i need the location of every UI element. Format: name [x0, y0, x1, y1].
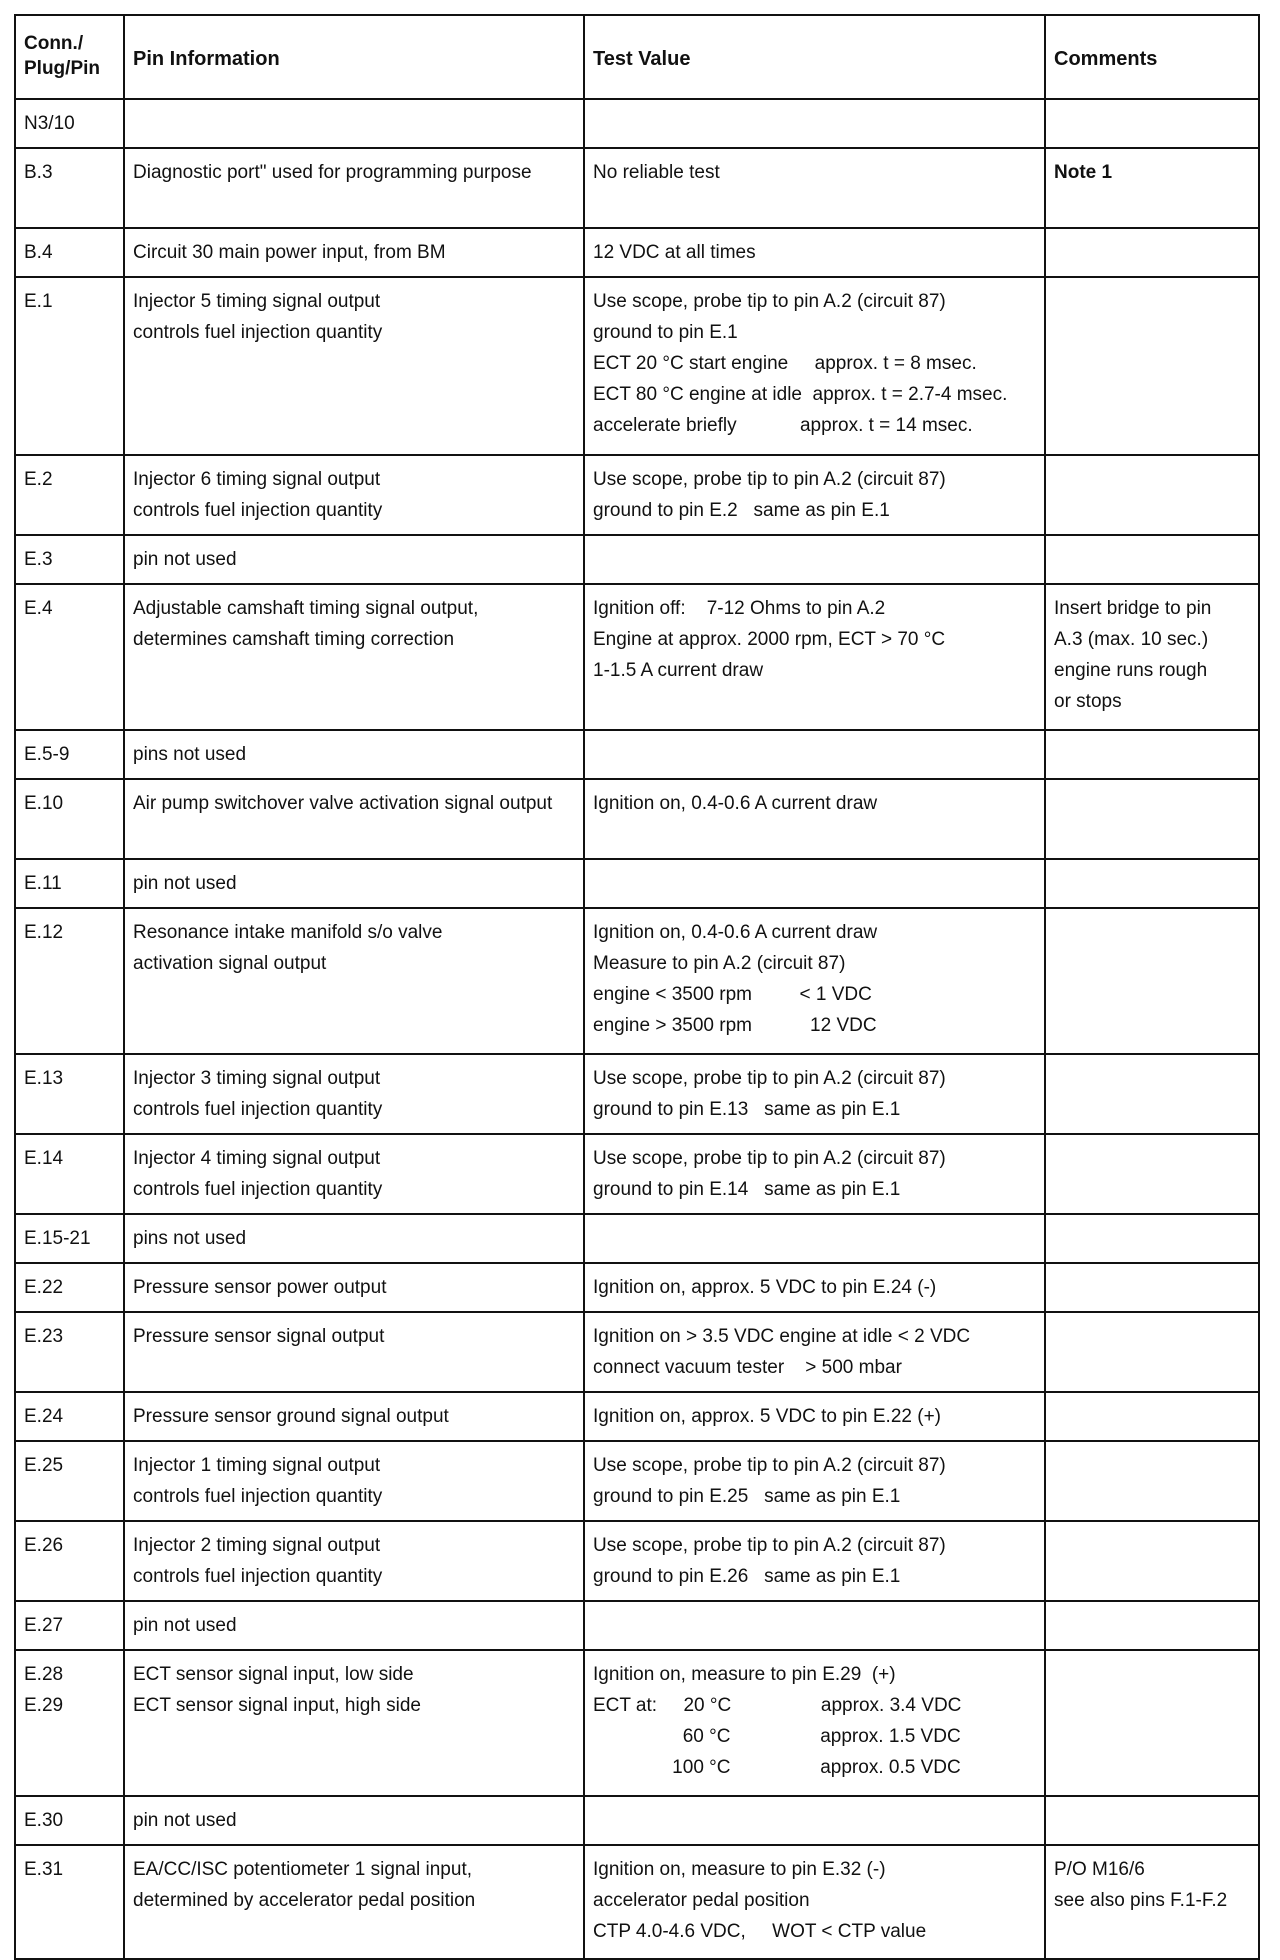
pin-information-cell	[124, 148, 584, 228]
test-value-line: ground to pin E.2 same as pin E.1	[593, 500, 890, 521]
test-value-cell	[584, 535, 1045, 584]
pin-information-line: Injector 5 timing signal output	[133, 291, 381, 312]
test-value-cell	[584, 1441, 1045, 1521]
table-row	[15, 228, 1259, 277]
header-test-value: Test Value	[584, 15, 1045, 99]
pin-line: B.3	[24, 162, 53, 183]
pin-information-line: determined by accelerator pedal position	[133, 1890, 476, 1911]
pin-cell	[15, 228, 124, 277]
pin-information-line: Diagnostic port" used for programming purpose	[133, 162, 532, 183]
test-value-line: Use scope, probe tip to pin A.2 (circuit 87)	[593, 1148, 946, 1169]
pin-cell	[15, 1263, 124, 1312]
pin-information-line: Injector 1 timing signal output	[133, 1455, 381, 1476]
comments-cell	[1045, 455, 1259, 535]
pin-cell	[15, 1796, 124, 1845]
comments-cell	[1045, 228, 1259, 277]
test-value-cell	[584, 1650, 1045, 1796]
pin-test-table	[14, 14, 1260, 1960]
pin-information-line: Injector 4 timing signal output	[133, 1148, 381, 1169]
pin-cell	[15, 99, 124, 148]
pin-line: E.26	[24, 1535, 64, 1556]
table-row	[15, 1054, 1259, 1134]
test-value-line: Engine at approx. 2000 rpm, ECT > 70 °C	[593, 629, 946, 650]
pin-information-line: controls fuel injection quantity	[133, 500, 383, 521]
pin-line: E.30	[24, 1810, 64, 1831]
table-row	[15, 859, 1259, 908]
pin-information-line: EA/CC/ISC potentiometer 1 signal input,	[133, 1859, 473, 1880]
pin-information-line: controls fuel injection quantity	[133, 1179, 383, 1200]
test-value-line: Use scope, probe tip to pin A.2 (circuit 87)	[593, 469, 946, 490]
comments-cell	[1045, 1845, 1259, 1959]
test-value-line: engine > 3500 rpm 12 VDC	[593, 1015, 877, 1036]
test-value-cell	[584, 1601, 1045, 1650]
test-value-line: Ignition off: 7-12 Ohms to pin A.2	[593, 598, 886, 619]
pin-information-cell	[124, 1845, 584, 1959]
table-row	[15, 1521, 1259, 1601]
pin-information-line: Injector 2 timing signal output	[133, 1535, 381, 1556]
pin-test-table-page	[14, 14, 1258, 1960]
pin-information-line: pin not used	[133, 1615, 237, 1636]
pin-information-cell	[124, 1650, 584, 1796]
pin-information-line: pin not used	[133, 1810, 237, 1831]
comments-cell	[1045, 1796, 1259, 1845]
test-value-line: Use scope, probe tip to pin A.2 (circuit 87)	[593, 291, 946, 312]
pin-cell	[15, 1392, 124, 1441]
test-value-line: ground to pin E.25 same as pin E.1	[593, 1486, 901, 1507]
pin-information-cell	[124, 584, 584, 730]
pin-line: E.4	[24, 598, 53, 619]
header-row	[15, 15, 1259, 99]
comments-cell	[1045, 779, 1259, 859]
test-value-line: 60 °C approx. 1.5 VDC	[593, 1726, 961, 1747]
pin-information-cell	[124, 455, 584, 535]
pin-information-line: ECT sensor signal input, high side	[133, 1695, 421, 1716]
comments-cell	[1045, 908, 1259, 1054]
comments-cell	[1045, 584, 1259, 730]
header-pin-information: Pin Information	[124, 15, 584, 99]
test-value-cell	[584, 1312, 1045, 1392]
pin-line: E.2	[24, 469, 53, 490]
test-value-cell	[584, 455, 1045, 535]
pin-cell	[15, 1845, 124, 1959]
table-row	[15, 148, 1259, 228]
pin-information-line: Adjustable camshaft timing signal output,	[133, 598, 479, 619]
pin-information-cell	[124, 779, 584, 859]
comments-cell	[1045, 1134, 1259, 1214]
pin-line: E.1	[24, 291, 53, 312]
pin-line: B.4	[24, 242, 53, 263]
comments-cell	[1045, 535, 1259, 584]
test-value-cell	[584, 148, 1045, 228]
pin-cell	[15, 148, 124, 228]
pin-line: E.12	[24, 922, 64, 943]
test-value-line: ground to pin E.14 same as pin E.1	[593, 1179, 901, 1200]
pin-cell	[15, 1441, 124, 1521]
table-row	[15, 1601, 1259, 1650]
pin-cell	[15, 1521, 124, 1601]
test-value-cell	[584, 779, 1045, 859]
table-row	[15, 1650, 1259, 1796]
pin-information-line: Injector 6 timing signal output	[133, 469, 381, 490]
pin-cell	[15, 779, 124, 859]
pin-information-cell	[124, 1054, 584, 1134]
pin-information-line: Circuit 30 main power input, from BM	[133, 242, 446, 263]
comments-cell	[1045, 730, 1259, 779]
pin-line: E.5-9	[24, 744, 70, 765]
pin-information-line: Resonance intake manifold s/o valve	[133, 922, 443, 943]
test-value-line: Use scope, probe tip to pin A.2 (circuit 87)	[593, 1455, 946, 1476]
comments-line: see also pins F.1-F.2	[1054, 1890, 1228, 1911]
test-value-cell	[584, 730, 1045, 779]
pin-information-line: controls fuel injection quantity	[133, 1566, 383, 1587]
test-value-line: 12 VDC at all times	[593, 242, 756, 263]
test-value-line: Ignition on, measure to pin E.32 (-)	[593, 1859, 886, 1880]
pin-line: E.22	[24, 1277, 64, 1298]
pin-line: E.28	[24, 1664, 64, 1685]
table-row	[15, 1845, 1259, 1959]
pin-information-line: Air pump switchover valve activation signal output	[133, 793, 553, 814]
pin-information-line: ECT sensor signal input, low side	[133, 1664, 414, 1685]
test-value-cell	[584, 1263, 1045, 1312]
pin-information-line: Pressure sensor power output	[133, 1277, 387, 1298]
pin-line: E.10	[24, 793, 64, 814]
pin-information-line: Injector 3 timing signal output	[133, 1068, 381, 1089]
test-value-cell	[584, 584, 1045, 730]
test-value-line: ground to pin E.1	[593, 322, 738, 343]
pin-information-cell	[124, 1214, 584, 1263]
pin-information-line: controls fuel injection quantity	[133, 1486, 383, 1507]
pin-cell	[15, 1601, 124, 1650]
pin-cell	[15, 455, 124, 535]
comments-cell	[1045, 1601, 1259, 1650]
test-value-line: 1-1.5 A current draw	[593, 660, 764, 681]
pin-cell	[15, 1312, 124, 1392]
test-value-line: ground to pin E.13 same as pin E.1	[593, 1099, 901, 1120]
pin-line: E.24	[24, 1406, 64, 1427]
test-value-line: Use scope, probe tip to pin A.2 (circuit 87)	[593, 1535, 946, 1556]
pin-information-cell	[124, 1441, 584, 1521]
test-value-line: ground to pin E.26 same as pin E.1	[593, 1566, 901, 1587]
pin-information-cell	[124, 1134, 584, 1214]
test-value-line: 100 °C approx. 0.5 VDC	[593, 1757, 961, 1778]
comments-cell	[1045, 277, 1259, 455]
test-value-cell	[584, 859, 1045, 908]
pin-information-line: pins not used	[133, 1228, 247, 1249]
table-row	[15, 1312, 1259, 1392]
table-row	[15, 779, 1259, 859]
pin-line: E.3	[24, 549, 53, 570]
test-value-line: Ignition on, approx. 5 VDC to pin E.24 (-)	[593, 1277, 937, 1298]
table-row	[15, 99, 1259, 148]
pin-information-cell	[124, 859, 584, 908]
test-value-line: engine < 3500 rpm < 1 VDC	[593, 984, 872, 1005]
pin-information-cell	[124, 908, 584, 1054]
pin-line: N3/10	[24, 113, 75, 134]
pin-information-line: controls fuel injection quantity	[133, 322, 383, 343]
comments-cell	[1045, 1650, 1259, 1796]
comments-cell	[1045, 148, 1259, 228]
comments-cell	[1045, 1263, 1259, 1312]
table-row	[15, 908, 1259, 1054]
test-value-cell	[584, 1796, 1045, 1845]
pin-information-cell	[124, 99, 584, 148]
table-row	[15, 1263, 1259, 1312]
test-value-line: accelerate briefly approx. t = 14 msec.	[593, 415, 973, 436]
pin-line: E.27	[24, 1615, 64, 1636]
comments-line: engine runs rough	[1054, 660, 1208, 681]
test-value-line: CTP 4.0-4.6 VDC, WOT < CTP value	[593, 1921, 927, 1942]
test-value-line: Ignition on, measure to pin E.29 (+)	[593, 1664, 896, 1685]
pin-line: E.11	[24, 873, 62, 894]
test-value-line: accelerator pedal position	[593, 1890, 810, 1911]
comments-line: Note 1	[1054, 162, 1113, 183]
test-value-line: Ignition on, 0.4-0.6 A current draw	[593, 922, 878, 943]
table-row	[15, 1796, 1259, 1845]
test-value-cell	[584, 1521, 1045, 1601]
pin-cell	[15, 1054, 124, 1134]
pin-line: E.31	[24, 1859, 64, 1880]
pin-cell	[15, 584, 124, 730]
test-value-line: Ignition on, approx. 5 VDC to pin E.22 (+)	[593, 1406, 942, 1427]
test-value-cell	[584, 228, 1045, 277]
pin-information-cell	[124, 730, 584, 779]
test-value-line: ECT at: 20 °C approx. 3.4 VDC	[593, 1695, 962, 1716]
pin-information-cell	[124, 1263, 584, 1312]
pin-information-cell	[124, 1392, 584, 1441]
pin-information-line: Pressure sensor ground signal output	[133, 1406, 449, 1427]
pin-line: E.25	[24, 1455, 64, 1476]
comments-cell	[1045, 1392, 1259, 1441]
comments-line: P/O M16/6	[1054, 1859, 1145, 1880]
test-value-cell	[584, 277, 1045, 455]
table-row	[15, 535, 1259, 584]
pin-cell	[15, 730, 124, 779]
test-value-line: ECT 20 °C start engine approx. t = 8 msec.	[593, 353, 977, 374]
pin-line: E.29	[24, 1695, 64, 1716]
pin-cell	[15, 908, 124, 1054]
table-body	[15, 99, 1259, 1959]
test-value-line: ECT 80 °C engine at idle approx. t = 2.7-4 msec.	[593, 384, 1008, 405]
pin-cell	[15, 277, 124, 455]
pin-information-line: controls fuel injection quantity	[133, 1099, 383, 1120]
pin-information-cell	[124, 1796, 584, 1845]
pin-cell	[15, 1650, 124, 1796]
pin-information-cell	[124, 535, 584, 584]
pin-information-line: determines camshaft timing correction	[133, 629, 455, 650]
test-value-line: Ignition on, 0.4-0.6 A current draw	[593, 793, 878, 814]
comments-line: A.3 (max. 10 sec.)	[1054, 629, 1209, 650]
test-value-cell	[584, 1392, 1045, 1441]
pin-cell	[15, 1214, 124, 1263]
pin-information-cell	[124, 1601, 584, 1650]
pin-line: E.13	[24, 1068, 64, 1089]
test-value-line: Measure to pin A.2 (circuit 87)	[593, 953, 846, 974]
pin-information-line: Pressure sensor signal output	[133, 1326, 385, 1347]
table-row	[15, 1441, 1259, 1521]
pin-line: E.14	[24, 1148, 64, 1169]
pin-line: E.15-21	[24, 1228, 91, 1249]
test-value-line: Ignition on > 3.5 VDC engine at idle < 2 VDC	[593, 1326, 971, 1347]
pin-information-line: pins not used	[133, 744, 247, 765]
test-value-line: No reliable test	[593, 162, 720, 183]
pin-line: E.23	[24, 1326, 64, 1347]
test-value-cell	[584, 1134, 1045, 1214]
pin-information-cell	[124, 1312, 584, 1392]
pin-information-line: pin not used	[133, 873, 237, 894]
test-value-cell	[584, 1054, 1045, 1134]
test-value-cell	[584, 1214, 1045, 1263]
pin-cell	[15, 1134, 124, 1214]
table-row	[15, 1392, 1259, 1441]
comments-cell	[1045, 1312, 1259, 1392]
comments-cell	[1045, 99, 1259, 148]
table-row	[15, 584, 1259, 730]
pin-information-line: activation signal output	[133, 953, 327, 974]
pin-cell	[15, 859, 124, 908]
table-row	[15, 455, 1259, 535]
pin-cell	[15, 535, 124, 584]
table-row	[15, 1134, 1259, 1214]
pin-information-cell	[124, 277, 584, 455]
test-value-cell	[584, 99, 1045, 148]
table-row	[15, 277, 1259, 455]
comments-line: Insert bridge to pin	[1054, 598, 1212, 619]
comments-cell	[1045, 1521, 1259, 1601]
header-comments: Comments	[1045, 15, 1259, 99]
table-row	[15, 1214, 1259, 1263]
pin-information-line: pin not used	[133, 549, 237, 570]
pin-information-cell	[124, 228, 584, 277]
comments-cell	[1045, 1054, 1259, 1134]
pin-information-cell	[124, 1521, 584, 1601]
comments-cell	[1045, 859, 1259, 908]
test-value-line: connect vacuum tester > 500 mbar	[593, 1357, 902, 1378]
comments-cell	[1045, 1214, 1259, 1263]
comments-cell	[1045, 1441, 1259, 1521]
header-conn-plug-pin: Conn./ Plug/Pin	[15, 15, 124, 99]
test-value-cell	[584, 908, 1045, 1054]
table-row	[15, 730, 1259, 779]
test-value-cell	[584, 1845, 1045, 1959]
comments-line: or stops	[1054, 691, 1122, 712]
test-value-line: Use scope, probe tip to pin A.2 (circuit 87)	[593, 1068, 946, 1089]
